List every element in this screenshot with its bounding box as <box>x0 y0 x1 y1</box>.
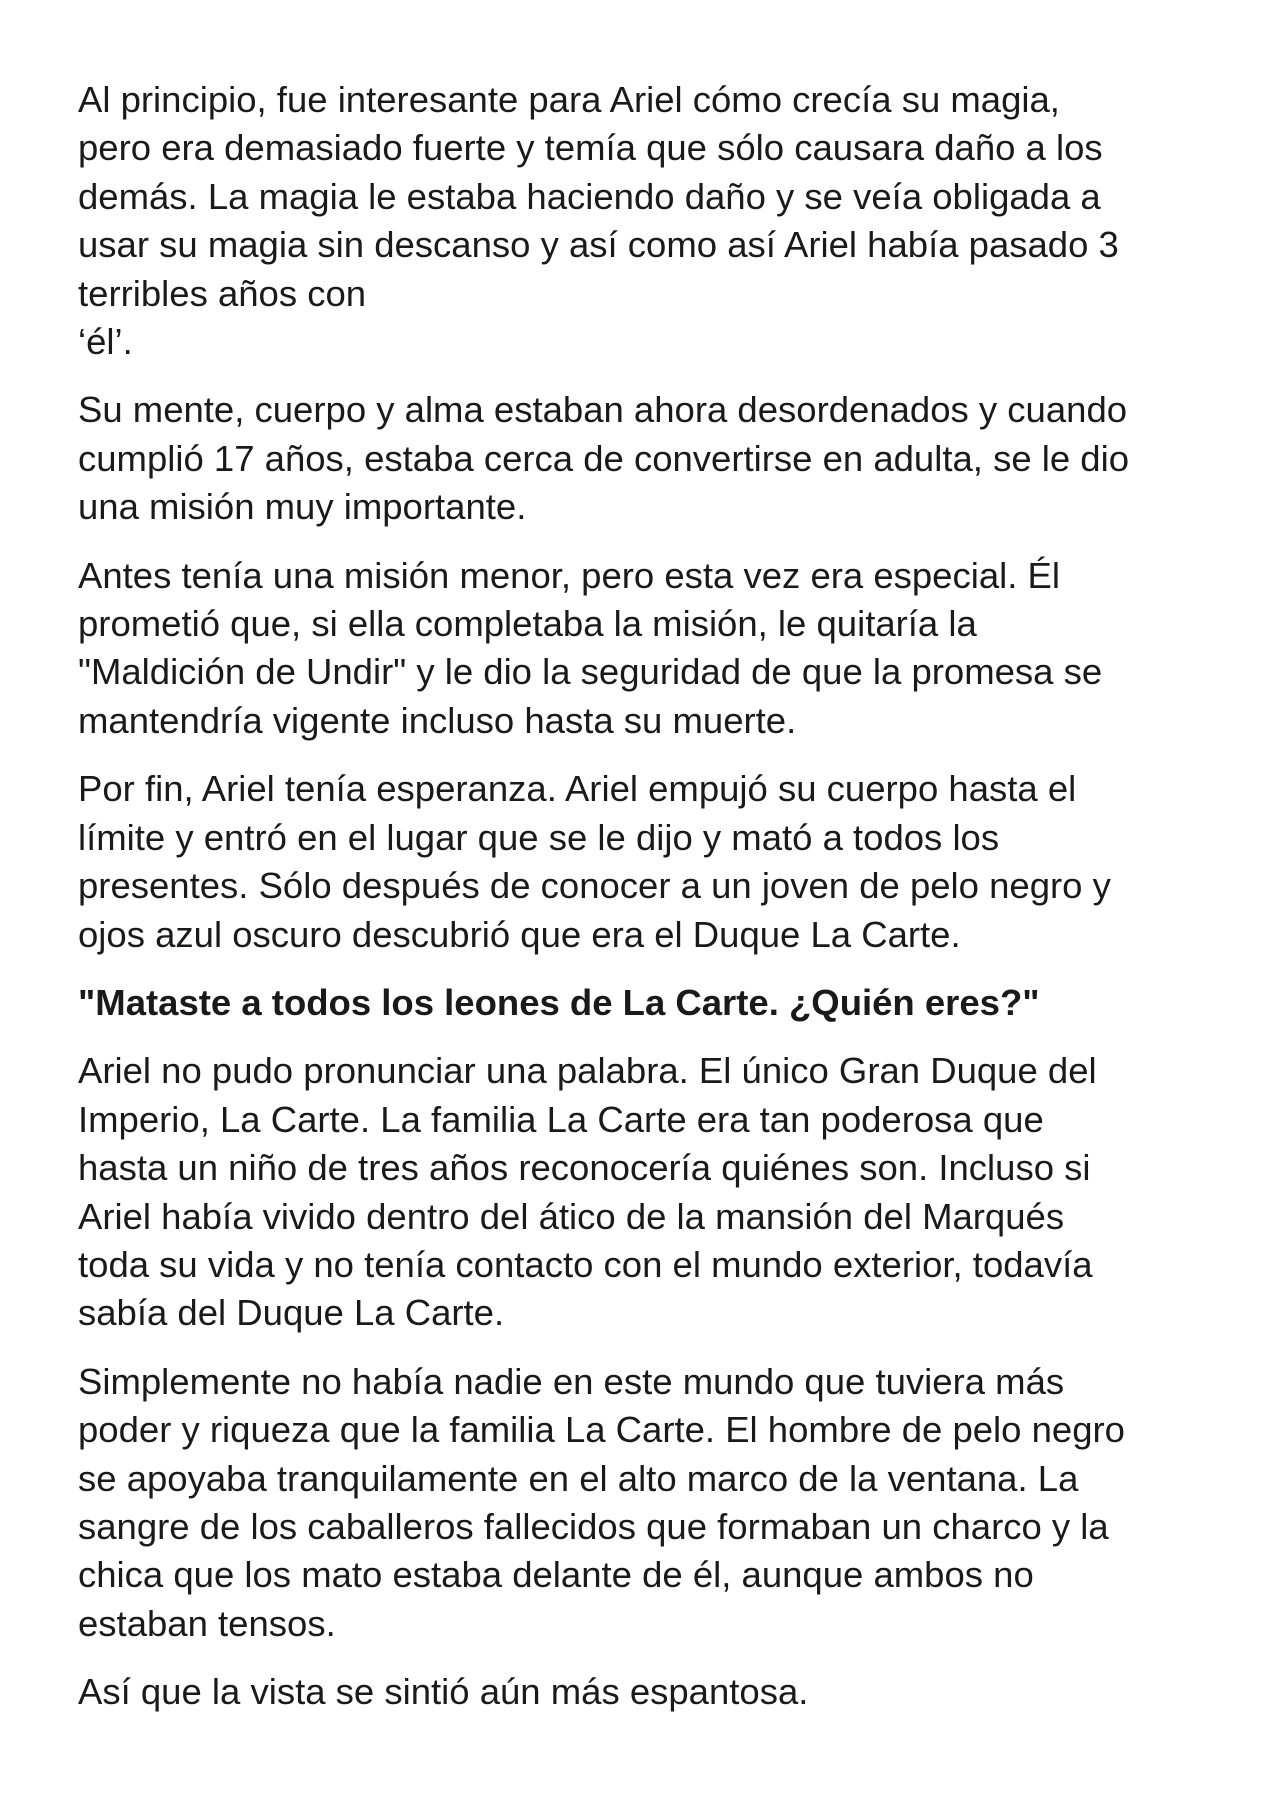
text-line: poder y riqueza que la familia La Carte. El hombre de pelo negro <box>78 1409 1125 1451</box>
text-line: chica que los mato estaba delante de él, aunque ambos no <box>78 1554 1034 1596</box>
text-line: presentes. Sólo después de conocer a un joven de pelo negro y <box>78 865 1111 907</box>
text-line: demás. La magia le estaba haciendo daño y se veía obligada a <box>78 175 1101 217</box>
text-line: estaban tensos. <box>78 1602 336 1644</box>
paragraph-6 <box>78 1047 1208 1337</box>
document-page <box>78 76 1208 1737</box>
paragraph-2 <box>78 386 1208 531</box>
dialogue-quote <box>78 979 1208 1027</box>
text-line: toda su vida y no tenía contacto con el mundo exterior, todavía <box>78 1243 1093 1285</box>
text-line: cumplió 17 años, estaba cerca de convertirse en adulta, se le dio <box>78 437 1130 479</box>
paragraph-7 <box>78 1358 1208 1648</box>
text-line: se apoyaba tranquilamente en el alto marco de la ventana. La <box>78 1457 1079 1499</box>
paragraph-4 <box>78 765 1208 959</box>
paragraph-8 <box>78 1668 1208 1716</box>
text-line: Al principio, fue interesante para Ariel cómo crecía su magia, <box>78 79 1060 120</box>
text-line: Su mente, cuerpo y alma estaban ahora desordenados y cuando <box>78 389 1128 431</box>
text-line: Ariel no pudo pronunciar una palabra. El único Gran Duque del <box>78 1050 1097 1092</box>
text-line: terribles años con <box>78 272 367 314</box>
text-line: "Mataste a todos los leones de La Carte. ¿Quién eres?" <box>78 981 1040 1023</box>
text-line: sangre de los caballeros fallecidos que formaban un charco y la <box>78 1505 1109 1547</box>
text-line: pero era demasiado fuerte y temía que sólo causara daño a los <box>78 127 1103 169</box>
text-line: Imperio, La Carte. La familia La Carte era tan poderosa que <box>78 1098 1044 1140</box>
text-line: prometió que, si ella completaba la misión, le quitaría la <box>78 603 977 645</box>
text-line: mantendría vigente incluso hasta su muerte. <box>78 699 797 741</box>
text-line: ‘él’. <box>78 321 133 363</box>
text-line: ojos azul oscuro descubrió que era el Duque La Carte. <box>78 913 961 955</box>
paragraph-3 <box>78 552 1208 746</box>
text-line: Por fin, Ariel tenía esperanza. Ariel empujó su cuerpo hasta el <box>78 768 1077 810</box>
text-line: sabía del Duque La Carte. <box>78 1292 505 1334</box>
text-line: "Maldición de Undir" y le dio la seguridad de que la promesa se <box>78 651 1103 693</box>
text-line: Simplemente no había nadie en este mundo que tuviera más <box>78 1360 1065 1402</box>
text-line: una misión muy importante. <box>78 486 527 528</box>
text-line: Antes tenía una misión menor, pero esta vez era especial. Él <box>78 554 1060 596</box>
text-line: usar su magia sin descanso y así como así Ariel había pasado 3 <box>78 224 1119 266</box>
text-line: Ariel había vivido dentro del ático de la mansión del Marqués <box>78 1195 1065 1237</box>
text-line: hasta un niño de tres años reconocería quiénes son. Incluso si <box>78 1147 1091 1189</box>
text-line: límite y entró en el lugar que se le dijo y mató a todos los <box>78 816 1000 858</box>
paragraph-1 <box>78 76 1208 366</box>
text-line: Así que la vista se sintió aún más espantosa. <box>78 1671 809 1713</box>
